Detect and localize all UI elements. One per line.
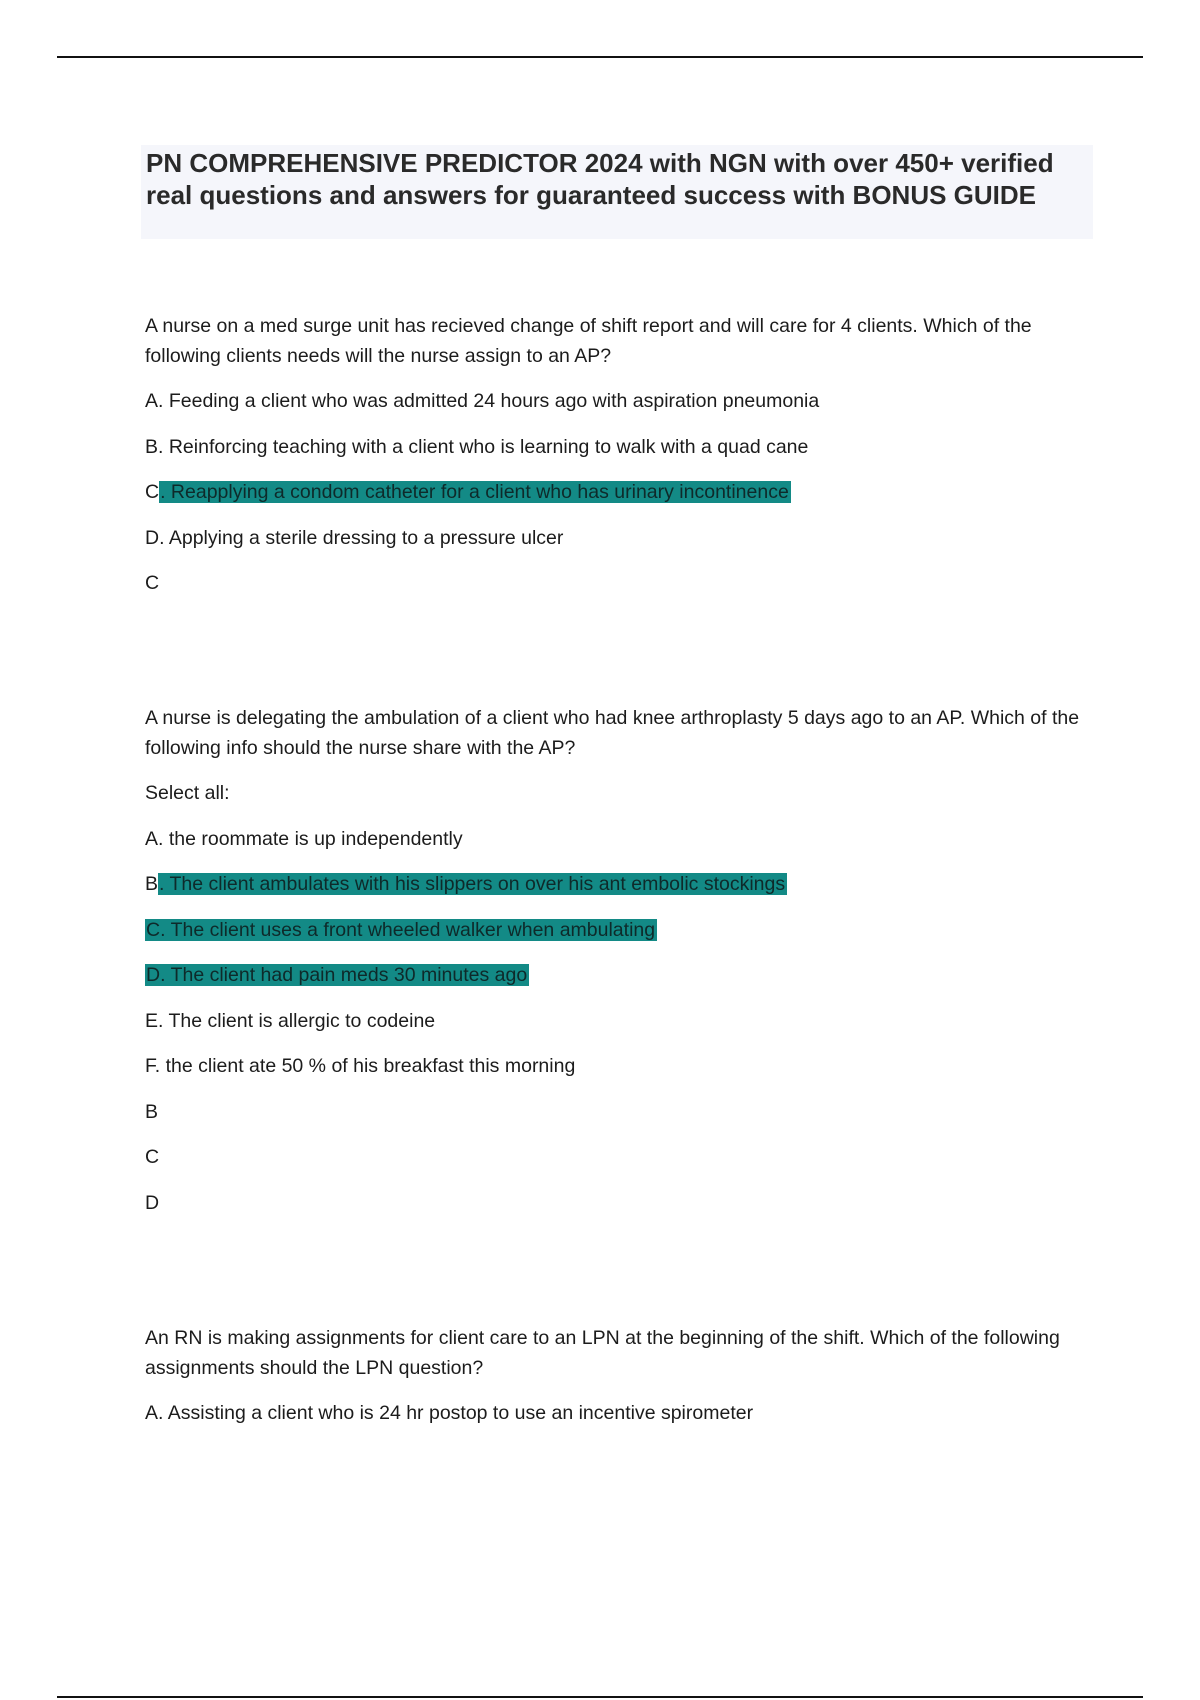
question-1-option-b: B. Reinforcing teaching with a client who is learning to walk with a quad cane xyxy=(145,436,809,458)
question-2-option-d-highlighted-text: D. The client had pain meds 30 minutes ago xyxy=(146,964,528,986)
question-2-option-e: E. The client is allergic to codeine xyxy=(145,1010,436,1032)
question-2-option-f: F. the client ate 50 % of his breakfast this morning xyxy=(145,1055,576,1077)
question-1-answer: C xyxy=(145,572,160,594)
question-2-option-d xyxy=(145,960,529,990)
question-3-option-a: A. Assisting a client who is 24 hr postop to use an incentive spirometer xyxy=(145,1402,754,1424)
document-title: PN COMPREHENSIVE PREDICTOR 2024 with NGN with over 450+ verified real questions and answers for guaranteed success with BONUS GUIDE xyxy=(141,145,1093,239)
question-1-option-d: D. Applying a sterile dressing to a pressure ulcer xyxy=(145,527,564,549)
question-1-option-c-letter: C xyxy=(145,481,160,503)
header-rule xyxy=(57,56,1143,58)
question-3-prompt: An RN is making assignments for client care to an LPN at the beginning of the shift. Which of the following assignments should the LPN question? xyxy=(145,1327,1060,1379)
question-2-answer-3: D xyxy=(145,1192,160,1214)
question-2-answer-2: C xyxy=(145,1146,160,1168)
question-1-option-c-highlighted-text: . Reapplying a condom catheter for a client who has urinary incontinence xyxy=(160,481,789,503)
question-2-option-c-highlighted-text: C. The client uses a front wheeled walker when ambulating xyxy=(146,919,656,941)
question-2-option-a: A. the roommate is up independently xyxy=(145,828,463,850)
question-2-option-c xyxy=(145,915,657,945)
question-2-option-b-letter: B xyxy=(145,873,159,895)
question-2-option-b xyxy=(145,869,787,899)
question-2-answer-1: B xyxy=(145,1101,159,1123)
question-1-prompt: A nurse on a med surge unit has recieved change of shift report and will care for 4 clients. Which of the following clients needs will the nurse assign to an AP? xyxy=(145,315,1032,367)
footer-rule xyxy=(57,1696,1143,1698)
question-1-option-a: A. Feeding a client who was admitted 24 hours ago with aspiration pneumonia xyxy=(145,390,820,412)
question-2-instruction: Select all: xyxy=(145,782,230,804)
question-1-option-c xyxy=(145,477,791,507)
question-2-prompt: A nurse is delegating the ambulation of a client who had knee arthroplasty 5 days ago to an AP. Which of the following info should the nurse share with the AP? xyxy=(145,707,1080,759)
question-2-option-b-highlighted-text: . The client ambulates with his slippers on over his ant embolic stockings xyxy=(159,873,786,895)
